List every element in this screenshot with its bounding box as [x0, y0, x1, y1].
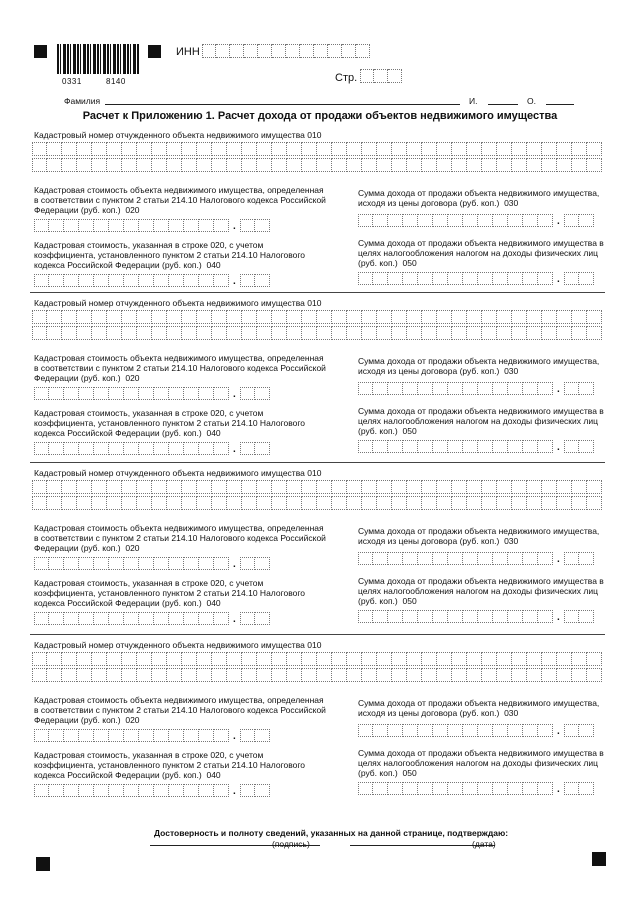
income-contract-text: исходя из цены договора (руб. коп.) [358, 366, 500, 376]
cadastral-value-text: Федерации (руб. коп.) [34, 205, 121, 215]
cadastral-coef-text: кодекса Российской Федерации (руб. коп.) [34, 428, 202, 438]
cadastral-number-row-2[interactable] [32, 668, 602, 682]
cadastral-value-field[interactable] [34, 729, 229, 742]
income-tax-line-2: целях налогообложения налогом на доходы физических лиц [358, 758, 598, 768]
cadastral-value-line-3 [34, 543, 140, 554]
decimal-point: . [233, 444, 236, 455]
cadastral-value-line-1: Кадастровая стоимость объекта недвижимого имущества, определенная [34, 185, 324, 195]
income-tax-line-3 [358, 768, 417, 779]
cadastral-coef-field[interactable] [34, 612, 229, 625]
cadastral-number-row-2[interactable] [32, 326, 602, 340]
cadastral-coef-line-3 [34, 428, 221, 439]
income-contract-line-2 [358, 708, 518, 719]
code-050: 050 [402, 596, 417, 606]
code-050: 050 [402, 426, 417, 436]
surname-field[interactable] [105, 104, 460, 105]
cadastral-coef-field-kopecks[interactable] [240, 784, 270, 797]
income-tax-line-3 [358, 426, 417, 437]
cadastral-coef-field-kopecks[interactable] [240, 612, 270, 625]
cadastral-number-label [34, 640, 321, 651]
income-contract-field-kopecks[interactable] [564, 382, 594, 395]
barcode-number-left: 0331 [62, 77, 82, 86]
date-label: (дата) [472, 839, 496, 849]
income-tax-line-1: Сумма дохода от продажи объекта недвижимого имущества в [358, 576, 604, 586]
decimal-point: . [557, 216, 560, 227]
initial-i-label: И. [469, 96, 478, 106]
income-contract-line-1: Сумма дохода от продажи объекта недвижимого имущества, [358, 698, 600, 708]
cadastral-value-line-1: Кадастровая стоимость объекта недвижимого имущества, определенная [34, 353, 324, 363]
code-010: 010 [307, 640, 322, 650]
registration-marker-bottom-left [36, 857, 50, 871]
barcode [57, 44, 139, 74]
cadastral-coef-line-2: коэффициента, установленного пунктом 2 статьи 214.10 Налогового [34, 588, 306, 598]
cadastral-number-row-1[interactable] [32, 480, 602, 494]
cadastral-value-line-2: в соответствии с пунктом 2 статьи 214.10 Налогового кодекса Российской [34, 533, 326, 543]
cadastral-coef-line-2: коэффициента, установленного пунктом 2 статьи 214.10 Налогового [34, 760, 306, 770]
signature-label: (подпись) [272, 839, 310, 849]
code-040: 040 [206, 428, 221, 438]
cadastral-number-text: Кадастровый номер отчужденного объекта недвижимого имущества [34, 468, 305, 478]
income-tax-text: (руб. коп.) [358, 596, 398, 606]
code-030: 030 [504, 198, 519, 208]
income-tax-line-2: целях налогообложения налогом на доходы физических лиц [358, 586, 598, 596]
cadastral-value-field-kopecks[interactable] [240, 219, 270, 232]
cadastral-value-line-3 [34, 205, 140, 216]
cadastral-coef-field[interactable] [34, 442, 229, 455]
income-tax-line-3 [358, 258, 417, 269]
income-contract-text: исходя из цены договора (руб. коп.) [358, 198, 500, 208]
barcode-number-right: 8140 [106, 77, 126, 86]
code-040: 040 [206, 260, 221, 270]
income-tax-text: (руб. коп.) [358, 768, 398, 778]
block-separator [30, 462, 605, 463]
income-tax-field-kopecks[interactable] [564, 610, 594, 623]
registration-marker-bottom-right [592, 852, 606, 866]
income-tax-field[interactable] [358, 440, 553, 453]
code-020: 020 [125, 205, 140, 215]
decimal-point: . [233, 786, 236, 797]
cadastral-value-text: Федерации (руб. коп.) [34, 715, 121, 725]
cadastral-value-line-3 [34, 715, 140, 726]
surname-label: Фамилия [64, 96, 101, 106]
income-tax-line-1: Сумма дохода от продажи объекта недвижимого имущества в [358, 406, 604, 416]
income-contract-line-1: Сумма дохода от продажи объекта недвижимого имущества, [358, 188, 600, 198]
cadastral-coef-line-3 [34, 260, 221, 271]
decimal-point: . [557, 726, 560, 737]
income-tax-line-2: целях налогообложения налогом на доходы физических лиц [358, 416, 598, 426]
cadastral-coef-text: кодекса Российской Федерации (руб. коп.) [34, 598, 202, 608]
cadastral-coef-field-kopecks[interactable] [240, 442, 270, 455]
code-040: 040 [206, 598, 221, 608]
page-title: Расчет к Приложению 1. Расчет дохода от продажи объектов недвижимого имущества [82, 110, 558, 122]
decimal-point: . [233, 559, 236, 570]
income-contract-field-kopecks[interactable] [564, 724, 594, 737]
cadastral-number-text: Кадастровый номер отчужденного объекта недвижимого имущества [34, 130, 305, 140]
cadastral-value-line-1: Кадастровая стоимость объекта недвижимого имущества, определенная [34, 523, 324, 533]
decimal-point: . [557, 784, 560, 795]
cadastral-coef-field-kopecks[interactable] [240, 274, 270, 287]
code-050: 050 [402, 258, 417, 268]
cadastral-number-text: Кадастровый номер отчужденного объекта недвижимого имущества [34, 298, 305, 308]
cadastral-coef-line-1: Кадастровая стоимость, указанная в строке 020, с учетом [34, 578, 264, 588]
registration-marker-top-left [34, 45, 47, 58]
income-contract-field[interactable] [358, 214, 553, 227]
cadastral-value-line-2: в соответствии с пунктом 2 статьи 214.10 Налогового кодекса Российской [34, 705, 326, 715]
inn-field[interactable] [202, 44, 370, 58]
cadastral-value-field[interactable] [34, 219, 229, 232]
cadastral-number-row-1[interactable] [32, 652, 602, 666]
decimal-point: . [233, 614, 236, 625]
cadastral-value-line-3 [34, 373, 140, 384]
decimal-point: . [233, 221, 236, 232]
cadastral-number-row-2[interactable] [32, 496, 602, 510]
cadastral-number-label [34, 130, 321, 141]
page-label: Стр. [335, 72, 358, 84]
block-separator [30, 292, 605, 293]
cadastral-number-row-1[interactable] [32, 142, 602, 156]
income-tax-line-2: целях налогообложения налогом на доходы физических лиц [358, 248, 598, 258]
cadastral-coef-line-2: коэффициента, установленного пунктом 2 статьи 214.10 Налогового [34, 418, 306, 428]
cadastral-coef-line-1: Кадастровая стоимость, указанная в строке 020, с учетом [34, 240, 264, 250]
cadastral-number-label [34, 468, 321, 479]
initial-i-field[interactable] [488, 104, 518, 105]
cadastral-value-field-kopecks[interactable] [240, 729, 270, 742]
cadastral-number-row-2[interactable] [32, 158, 602, 172]
registration-marker-top-right [148, 45, 161, 58]
block-separator [30, 634, 605, 635]
decimal-point: . [557, 274, 560, 285]
income-contract-line-2 [358, 366, 518, 377]
inn-label: ИНН [176, 46, 200, 58]
code-010: 010 [307, 468, 322, 478]
income-tax-field-kopecks[interactable] [564, 782, 594, 795]
cadastral-coef-text: кодекса Российской Федерации (руб. коп.) [34, 260, 202, 270]
income-tax-text: (руб. коп.) [358, 258, 398, 268]
code-020: 020 [125, 543, 140, 553]
income-contract-field-kopecks[interactable] [564, 214, 594, 227]
decimal-point: . [233, 389, 236, 400]
code-010: 010 [307, 298, 322, 308]
code-030: 030 [504, 708, 519, 718]
income-tax-field[interactable] [358, 782, 553, 795]
code-010: 010 [307, 130, 322, 140]
code-030: 030 [504, 366, 519, 376]
decimal-point: . [557, 554, 560, 565]
cadastral-value-text: Федерации (руб. коп.) [34, 543, 121, 553]
cadastral-value-field-kopecks[interactable] [240, 557, 270, 570]
income-contract-text: исходя из цены договора (руб. коп.) [358, 708, 500, 718]
income-tax-line-1: Сумма дохода от продажи объекта недвижимого имущества в [358, 238, 604, 248]
cadastral-value-line-1: Кадастровая стоимость объекта недвижимого имущества, определенная [34, 695, 324, 705]
income-tax-text: (руб. коп.) [358, 426, 398, 436]
income-tax-field[interactable] [358, 610, 553, 623]
income-tax-field-kopecks[interactable] [564, 440, 594, 453]
cadastral-coef-line-1: Кадастровая стоимость, указанная в строке 020, с учетом [34, 408, 264, 418]
income-contract-line-2 [358, 198, 518, 209]
code-030: 030 [504, 536, 519, 546]
initial-o-label: О. [527, 96, 536, 106]
decimal-point: . [233, 276, 236, 287]
cadastral-number-text: Кадастровый номер отчужденного объекта недвижимого имущества [34, 640, 305, 650]
confirmation-text: Достоверность и полноту сведений, указанных на данной странице, подтверждаю: [154, 828, 509, 838]
cadastral-number-row-1[interactable] [32, 310, 602, 324]
cadastral-coef-line-3 [34, 770, 221, 781]
cadastral-coef-field[interactable] [34, 274, 229, 287]
income-tax-line-3 [358, 596, 417, 607]
decimal-point: . [557, 442, 560, 453]
income-contract-field[interactable] [358, 724, 553, 737]
cadastral-coef-field[interactable] [34, 784, 229, 797]
income-tax-field-kopecks[interactable] [564, 272, 594, 285]
cadastral-coef-line-2: коэффициента, установленного пунктом 2 статьи 214.10 Налогового [34, 250, 306, 260]
cadastral-value-field[interactable] [34, 557, 229, 570]
cadastral-value-field-kopecks[interactable] [240, 387, 270, 400]
income-contract-line-1: Сумма дохода от продажи объекта недвижимого имущества, [358, 526, 600, 536]
code-020: 020 [125, 715, 140, 725]
cadastral-value-line-2: в соответствии с пунктом 2 статьи 214.10 Налогового кодекса Российской [34, 195, 326, 205]
code-050: 050 [402, 768, 417, 778]
income-tax-line-1: Сумма дохода от продажи объекта недвижимого имущества в [358, 748, 604, 758]
decimal-point: . [557, 384, 560, 395]
initial-o-field[interactable] [546, 104, 574, 105]
income-contract-field-kopecks[interactable] [564, 552, 594, 565]
cadastral-value-text: Федерации (руб. коп.) [34, 373, 121, 383]
cadastral-coef-text: кодекса Российской Федерации (руб. коп.) [34, 770, 202, 780]
cadastral-coef-line-1: Кадастровая стоимость, указанная в строке 020, с учетом [34, 750, 264, 760]
page-number-field[interactable] [360, 69, 402, 83]
code-040: 040 [206, 770, 221, 780]
income-tax-field[interactable] [358, 272, 553, 285]
code-020: 020 [125, 373, 140, 383]
cadastral-coef-line-3 [34, 598, 221, 609]
cadastral-value-line-2: в соответствии с пунктом 2 статьи 214.10 Налогового кодекса Российской [34, 363, 326, 373]
cadastral-value-field[interactable] [34, 387, 229, 400]
income-contract-text: исходя из цены договора (руб. коп.) [358, 536, 500, 546]
cadastral-number-label [34, 298, 321, 309]
income-contract-line-2 [358, 536, 518, 547]
income-contract-field[interactable] [358, 382, 553, 395]
decimal-point: . [557, 612, 560, 623]
income-contract-line-1: Сумма дохода от продажи объекта недвижимого имущества, [358, 356, 600, 366]
decimal-point: . [233, 731, 236, 742]
income-contract-field[interactable] [358, 552, 553, 565]
